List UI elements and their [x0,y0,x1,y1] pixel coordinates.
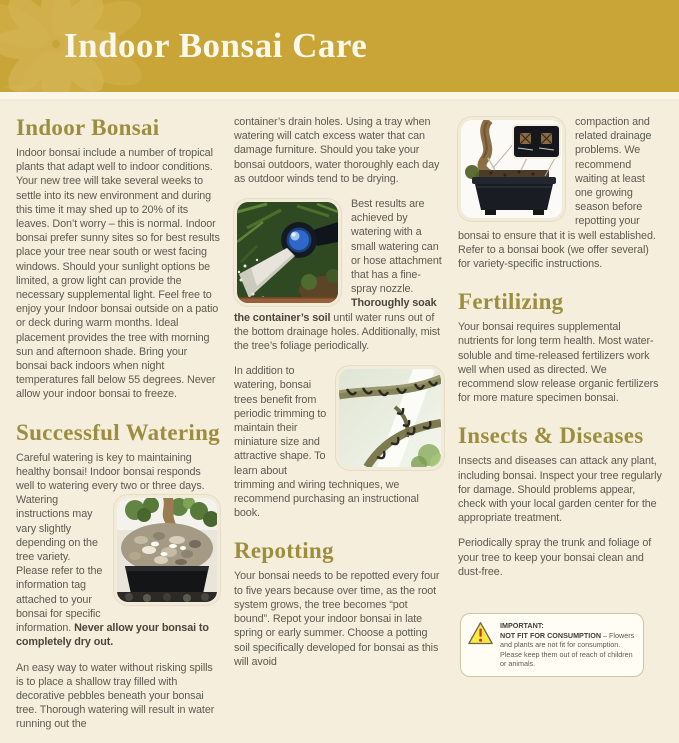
consumption-warning-box [460,613,644,677]
warning-text [500,621,635,669]
successful-watering-paragraph [16,451,220,650]
warning-not-fit-label: NOT FIT FOR CONSUMPTION [500,630,602,640]
drain-holes-paragraph: container’s drain holes. Using a tray when watering will catch excess water that can damage furniture. Should you take your bonsai outdoors, water thoroughly each day as outdoor winds tend to be drying. [234,116,440,185]
section-heading-fertilizing: Fertilizing [458,289,564,315]
spray-nozzle-photo [234,199,341,306]
content-area [0,101,679,743]
fertilizing-paragraph: Your bonsai requires supplemental nutrients for long term health. Most water-soluble and time-released fertilizers work well when used as directed. We recommend slow release organic fertilizers for more mature specimen bonsai. [458,321,659,405]
repotting-paragraph: Your bonsai needs to be repotted every four to five years because over time, as the root system grows, the tree becomes “pot bound”. Repot your indoor bonsai in late spring or early summer. Choose a potting soil specifically developed for bonsai as this will avoid [234,570,440,668]
section-heading-insects-diseases: Insects & Diseases [458,423,644,449]
bonsai-pot-watering-photo [114,495,220,605]
indoor-bonsai-paragraph: Indoor bonsai include a number of tropical plants that adapt well to indoor conditions. Your new tree will take several weeks to settle into its new environment and during this time it may shed up to 20% of its leaves. Don’t worry – this is normal. Indoor bonsai prefer sunny sites so for best results place your tree near south or west facing windows. Should your sunlight options be limited, a grow light can provide the necessary supplemental light. Feel free to enjoy your Indoor bonsai outside on a patio or deck during warm months. Ideal placement provides the tree with morning sun and afternoon shade. Bring your bonsai back indoors when night temperatures fall below 55 degrees. Never allow your indoor bonsai to freeze. [16,147,220,401]
spray-trunk-paragraph: Periodically spray the trunk and foliage of your tree to keep your bonsai clean and dust-free. [458,537,652,578]
section-heading-repotting: Repotting [234,538,334,564]
best-results-paragraph [234,197,444,353]
section-heading-successful-watering: Successful Watering [16,419,220,445]
warning-important-label: IMPORTANT: [500,621,544,631]
page-title: Indoor Bonsai Care [64,26,368,65]
warning-detail-text: – Flowers and plants are not fit for consumption. Please keep them out of reach of children or animals. [500,630,635,669]
tray-watering-paragraph: An easy way to water without risking spills is to place a shallow tray filled with decorative pebbles beneath your bonsai tree. Thorough watering will result in water running out the [16,661,215,731]
insects-paragraph: Insects and diseases can attack any plant, including bonsai. Inspect your tree regularly for damage. Should problems appear, check with your local garden center for the appropriate treatment. [458,455,662,525]
watering-text-before-photo: Careful watering is key to maintaining healthy bonsai! Indoor bonsai responds well to watering every two or three days. Watering [16,451,205,507]
watering-bold-warning: Never allow your bonsai to completely dry out. [16,622,209,649]
compaction-paragraph [458,115,663,271]
best-results-text: Best results are achieved by watering with a small watering can or hose attachment that has a fine-spray nozzle. [351,198,442,296]
warning-triangle-icon [467,621,494,646]
trimming-text: In addition to watering, bonsai trees benefit from periodic trimming to maintain their miniature size and attractive shape. To learn about trimming and wiring techniques, we recommend purchasing an instructional book. [234,365,419,520]
best-results-text-end: until water runs out of the bottom drainage holes. Additionally, mist the tree’s foliage periodically. [234,311,440,353]
header-divider [0,92,679,101]
column-1 [16,115,220,743]
trimming-paragraph [234,364,444,520]
column-3 [458,115,663,743]
watering-text-after-photo: instructions may vary slightly depending on the tree variety. Please refer to the information tag attached to your bonsai for specific information. [16,508,103,635]
repotting-container-photo [458,117,565,221]
page-header [0,0,679,92]
soak-bold-text: Thoroughly soak the container’s soil [234,297,437,324]
column-2 [234,115,444,743]
section-heading-indoor-bonsai: Indoor Bonsai [16,115,160,140]
compaction-text: compaction and related drainage problems. We recommend waiting at least one growing season before repotting your bonsai to ensure that it is well established. Refer to a bonsai book (we offer several) for variety-specific instructions. [458,116,656,271]
wired-branches-photo [336,366,444,470]
